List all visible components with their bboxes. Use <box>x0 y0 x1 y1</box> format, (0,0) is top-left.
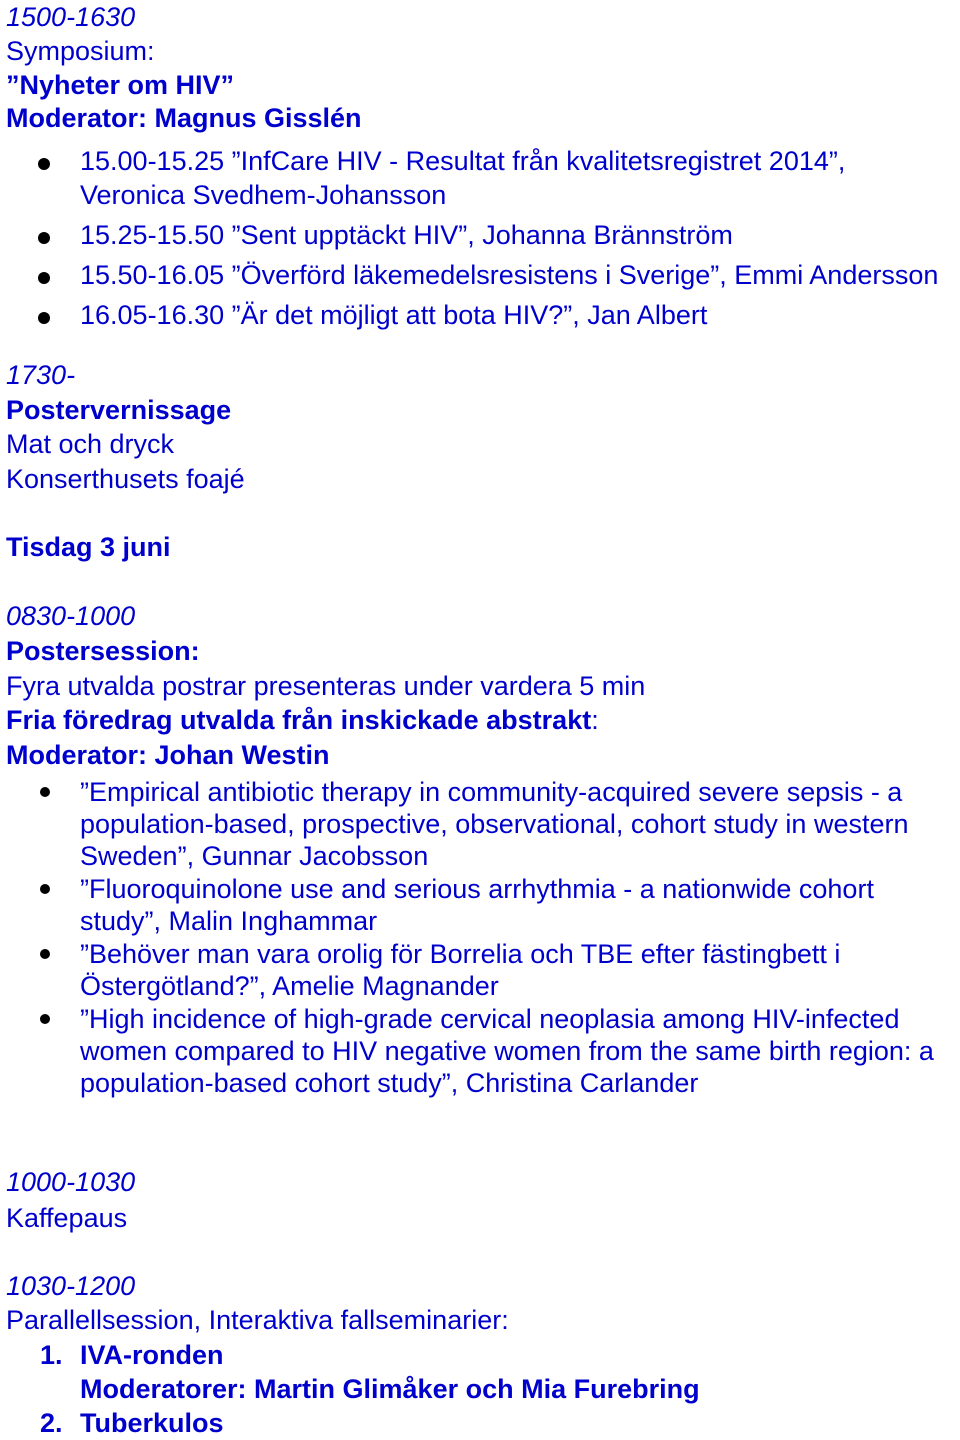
list-item-line: ”Fluoroquinolone use and serious arrhythmia - a nationwide cohort <box>80 874 874 904</box>
postersession-list <box>0 776 940 1100</box>
list-item-line: 15.00-15.25 ”InfCare HIV - Resultat från kvalitetsregistret 2014”, <box>80 146 846 176</box>
symposium-time: 1500-1630 <box>6 2 136 32</box>
postersession-title: Postersession: <box>6 636 200 666</box>
bullet-icon <box>40 884 50 894</box>
list-item <box>0 218 940 258</box>
parallel-time: 1030-1200 <box>6 1271 136 1301</box>
list-item-line: 16.05-16.30 ”Är det möjligt att bota HIV?”, Jan Albert <box>80 300 708 330</box>
postersession-subtitle: Fria föredrag utvalda från inskickade abstrakt <box>6 705 592 735</box>
bullet-icon <box>38 272 50 284</box>
list-item-line: Veronica Svedhem-Johansson <box>80 180 447 210</box>
list-item-line: ”Empirical antibiotic therapy in community-acquired severe sepsis - a <box>80 777 903 807</box>
list-item-line: 15.50-16.05 ”Överförd läkemedelsresistens i Sverige”, Emmi Andersson <box>80 260 939 290</box>
bullet-icon <box>40 949 50 959</box>
list-item <box>0 258 940 298</box>
list-item-line: population-based cohort study”, Christina Carlander <box>80 1068 699 1098</box>
parallel-label: Parallellsession, Interaktiva fallseminarier: <box>6 1305 509 1335</box>
list-item-line: ”High incidence of high-grade cervical neoplasia among HIV-infected <box>80 1004 900 1034</box>
list-item-line: study”, Malin Inghammar <box>80 906 378 936</box>
list-item-line: ”Behöver man vara orolig för Borrelia och TBE efter fästingbett i <box>80 939 841 969</box>
list-item-line: women compared to HIV negative women from the same birth region: a <box>80 1036 934 1066</box>
list-number: 1. <box>40 1340 63 1370</box>
symposium-list <box>0 144 940 338</box>
seminar-title: Tuberkulos <box>80 1408 224 1438</box>
symposium-label: Symposium: <box>6 36 155 66</box>
bullet-icon <box>38 158 50 170</box>
coffee-time: 1000-1030 <box>6 1167 136 1197</box>
bullet-icon <box>38 312 50 324</box>
seminar-moderators: Moderatorer: Martin Glimåker och Mia Furebring <box>80 1374 700 1404</box>
list-item-line: population-based, prospective, observational, cohort study in western <box>80 809 909 839</box>
bullet-icon <box>38 232 50 244</box>
bullet-icon <box>40 1014 50 1024</box>
list-item <box>0 298 940 338</box>
postersession-subtitle-row <box>6 703 599 737</box>
vernissage-line: Mat och dryck <box>6 429 175 459</box>
seminar-title: IVA-ronden <box>80 1340 224 1370</box>
symposium-title: ”Nyheter om HIV” <box>6 70 235 100</box>
list-item <box>0 144 940 218</box>
list-item <box>0 1003 940 1099</box>
postersession-time: 0830-1000 <box>6 601 136 631</box>
postersession-desc: Fyra utvalda postrar presenteras under vardera 5 min <box>6 671 646 701</box>
list-item <box>0 873 940 937</box>
postersession-moderator: Moderator: Johan Westin <box>6 740 330 770</box>
list-item <box>0 938 940 1002</box>
vernissage-title: Postervernissage <box>6 395 232 425</box>
list-item <box>0 776 940 872</box>
day-heading: Tisdag 3 juni <box>6 532 171 562</box>
list-number: 2. <box>40 1408 63 1438</box>
vernissage-line: Konserthusets foajé <box>6 464 245 494</box>
coffee-label: Kaffepaus <box>6 1203 128 1233</box>
list-item-line: Sweden”, Gunnar Jacobsson <box>80 841 429 871</box>
list-item-line: 15.25-15.50 ”Sent upptäckt HIV”, Johanna Brännström <box>80 220 733 250</box>
list-item-line: Östergötland?”, Amelie Magnander <box>80 971 499 1001</box>
vernissage-time: 1730- <box>6 360 76 390</box>
parallel-list <box>0 1338 700 1440</box>
bullet-icon <box>40 787 50 797</box>
list-item <box>0 1406 700 1440</box>
subtitle-colon: : <box>591 705 599 735</box>
list-item <box>0 1338 700 1406</box>
symposium-moderator: Moderator: Magnus Gisslén <box>6 103 362 133</box>
